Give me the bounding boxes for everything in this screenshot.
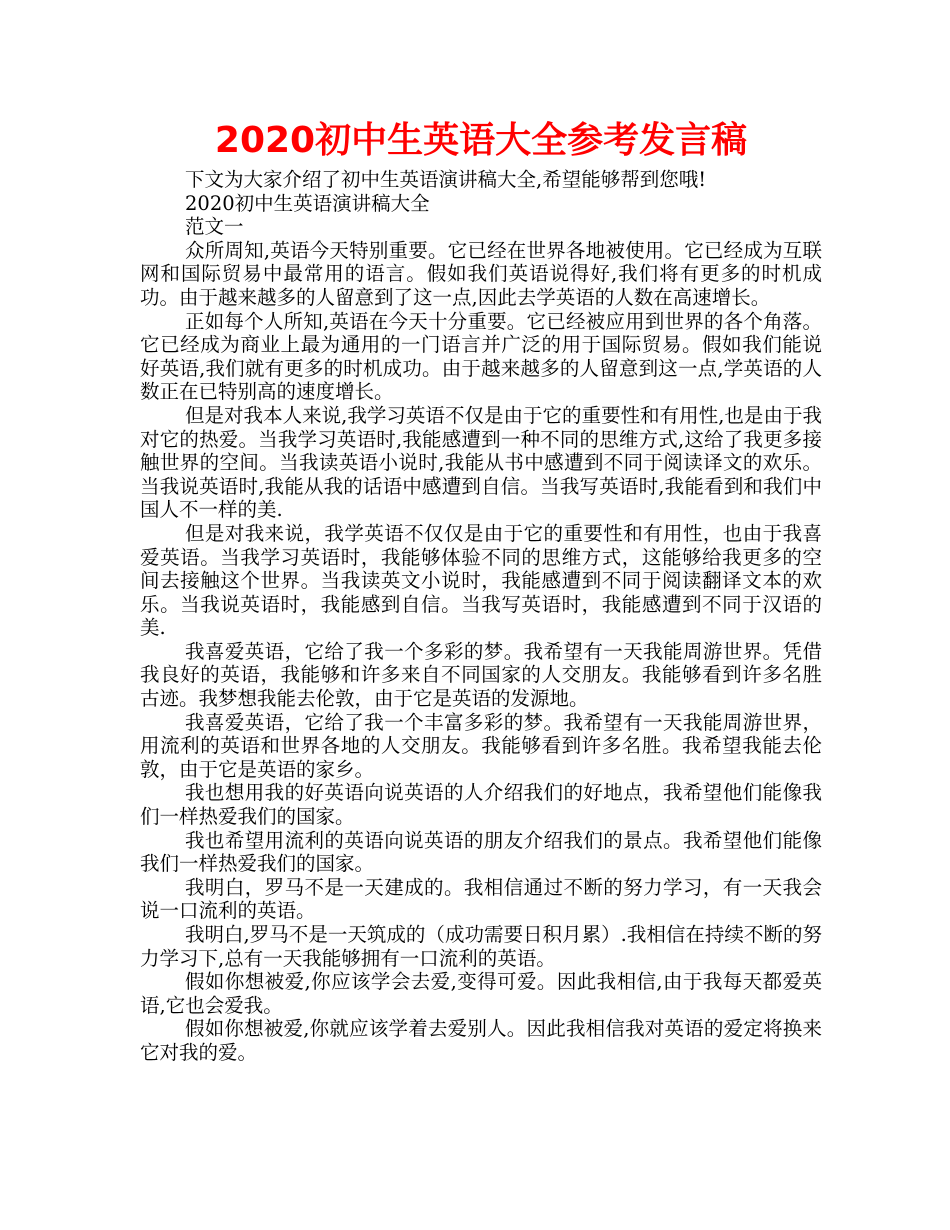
paragraph: 我喜爱英语，它给了我一个多彩的梦。我希望有一天我能周游世界。凭借我良好的英语，我能够和许多来自不同国家的人交朋友。我能够看到许多名胜古迹。我梦想我能去伦敦，由于它是英语的发源地。 xyxy=(140,639,822,711)
paragraph: 假如你想被爱,你应该学会去爱,变得可爱。因此我相信,由于我每天都爱英语,它也会爱我。 xyxy=(140,970,822,1017)
paragraph: 假如你想被爱,你就应该学着去爱别人。因此我相信我对英语的爱定将换来它对我的爱。 xyxy=(140,1017,822,1064)
paragraph: 正如每个人所知,英语在今天十分重要。它已经被应用到世界的各个角落。它已经成为商业上最为通用的一门语言并广泛的用于国际贸易。假如我们能说好英语,我们就有更多的时机成功。由于越来越多的人留意到这一点,学英语的人数正在已特别高的速度增长。 xyxy=(140,309,822,404)
paragraph: 我也想用我的好英语向说英语的人介绍我们的好地点，我希望他们能像我们一样热爱我们的国家。 xyxy=(140,781,822,829)
document-body xyxy=(140,168,822,1065)
section-label: 范文一 xyxy=(185,215,244,239)
paragraph: 我喜爱英语，它给了我一个丰富多彩的梦。我希望有一天我能周游世界，用流利的英语和世界各地的人交朋友。我能够看到许多名胜。我希望我能去伦敦，由于它是英语的家乡。 xyxy=(140,710,822,781)
document-page xyxy=(140,118,822,1065)
paragraph: 但是对我本人来说,我学习英语不仅是由于它的重要性和有用性,也是由于我对它的热爱。当我学习英语时,我能感遭到一种不同的思维方式,这给了我更多接触世界的空间。当我读英语小说时,我能从书中感遭到不同于阅读译文的欢乐。当我说英语时,我能从我的话语中感遭到自信。当我写英语时,我能看到和我们中国人不一样的美. xyxy=(140,403,822,522)
paragraph: 我明白，罗马不是一天建成的。我相信通过不断的努力学习，有一天我会说一口流利的英语。 xyxy=(140,875,822,923)
intro-text: 下文为大家介绍了初中生英语演讲稿大全,希望能够帮到您哦! xyxy=(185,168,707,191)
paragraph: 众所周知,英语今天特别重要。它已经在世界各地被使用。它已经成为互联网和国际贸易中最常用的语言。假如我们英语说得好,我们将有更多的时机成功。由于越来越多的人留意到了这一点,因此去学英语的人数在高速增长。 xyxy=(140,238,822,309)
subtitle-text: 2020初中生英语演讲稿大全 xyxy=(185,191,430,215)
paragraph: 我明白,罗马不是一天筑成的（成功需要日积月累）.我相信在持续不断的努力学习下,总有一天我能够拥有一口流利的英语。 xyxy=(140,923,822,970)
paragraph: 但是对我来说，我学英语不仅仅是由于它的重要性和有用性，也由于我喜爱英语。当我学习英语时，我能够体验不同的思维方式，这能够给我更多的空间去接触这个世界。当我读英文小说时，我能感遭到不同于阅读翻译文本的欢乐。当我说英语时，我能感到自信。当我写英语时，我能感遭到不同于汉语的美. xyxy=(140,521,822,640)
paragraph: 我也希望用流利的英语向说英语的朋友介绍我们的景点。我希望他们能像我们一样热爱我们的国家。 xyxy=(140,828,822,876)
document-title: 2020初中生英语大全参考发言稿 xyxy=(214,120,748,161)
